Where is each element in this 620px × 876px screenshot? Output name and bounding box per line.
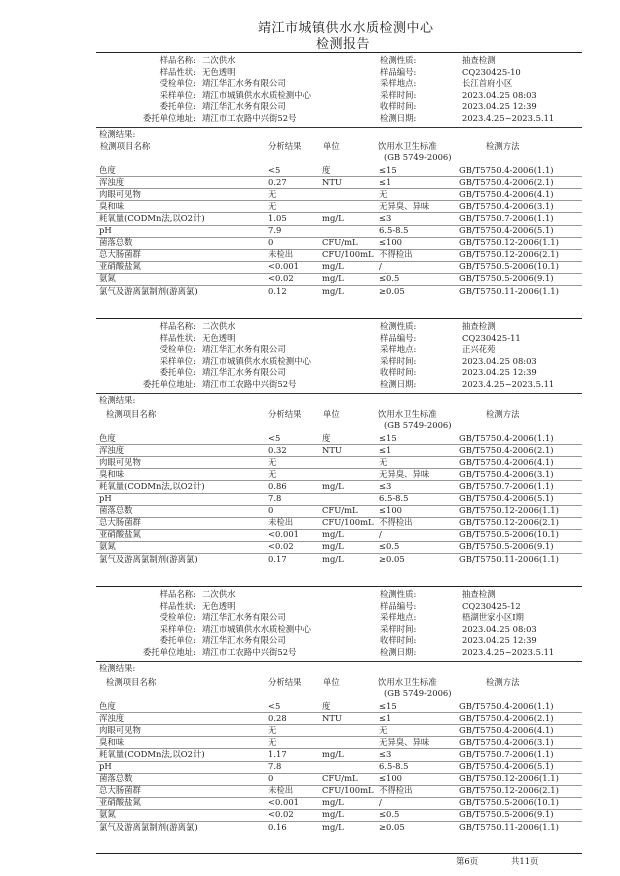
- field-value: 靖江华汇水务有限公司: [202, 344, 286, 355]
- result-item-name: 亚硝酸盐氮: [99, 797, 141, 808]
- result-unit: CFU/mL: [322, 505, 358, 516]
- result-method: GB/T5750.12-2006(1.1): [459, 505, 559, 516]
- col-header-item: 检测项目名称: [106, 409, 157, 419]
- result-item-name: 总大肠菌群: [99, 785, 141, 796]
- col-header-unit: 单位: [323, 677, 340, 687]
- page-total: 共11页: [511, 856, 539, 866]
- info-rule: [96, 127, 582, 128]
- result-item-name: pH: [99, 225, 112, 236]
- result-standard: ≤1: [379, 445, 392, 456]
- result-method: GB/T5750.4-2006(1.1): [459, 701, 554, 711]
- result-standard: ≤100: [379, 505, 403, 516]
- result-item-name: 氯气及游离氯制剂(游离氯): [99, 821, 198, 832]
- result-standard: 无异臭、异味: [379, 737, 430, 748]
- result-unit: 度: [322, 165, 331, 175]
- result-value: <0.02: [268, 541, 294, 552]
- result-unit: mg/L: [322, 809, 344, 820]
- result-item-name: 氨氮: [99, 809, 116, 820]
- result-item-name: 浑浊度: [99, 713, 125, 724]
- field-label: 收样时间:: [380, 635, 417, 646]
- field-value: 2023.04.25 12:39: [462, 367, 537, 378]
- result-standard: ≤3: [379, 749, 392, 760]
- field-label: 收样时间:: [380, 367, 417, 378]
- result-item-name: 氨氮: [99, 541, 116, 552]
- field-label: 采样地点:: [380, 612, 417, 623]
- col-header-std: 饮用水卫生标准: [378, 141, 437, 151]
- result-item-name: 亚硝酸盐氮: [99, 529, 141, 540]
- result-method: GB/T5750.4-2006(5.1): [459, 761, 554, 772]
- result-unit: mg/L: [322, 553, 344, 564]
- result-value: <5: [268, 165, 281, 175]
- field-value: 抽查检测: [462, 55, 496, 65]
- field-label: 检测日期:: [380, 379, 417, 389]
- result-item-name: 总大肠菌群: [99, 517, 141, 528]
- field-value: 抽查检测: [462, 321, 496, 331]
- section-rule: [96, 586, 582, 587]
- result-unit: mg/L: [322, 213, 344, 224]
- field-label: 收样时间:: [380, 101, 417, 112]
- result-method: GB/T5750.5-2006(9.1): [459, 809, 554, 820]
- col-header-std: 饮用水卫生标准: [378, 677, 437, 687]
- field-label: 采样时间:: [380, 355, 417, 366]
- result-value: 7.9: [268, 225, 282, 236]
- result-method: GB/T5750.4-2006(4.1): [459, 457, 554, 468]
- field-value: CQ230425-12: [462, 600, 521, 611]
- result-unit: CFU/mL: [322, 237, 358, 248]
- result-standard: ≤0.5: [379, 273, 400, 284]
- result-unit: mg/L: [322, 261, 344, 272]
- col-header-method: 检测方法: [486, 141, 520, 151]
- field-label: 委托单位地址:: [142, 379, 196, 389]
- result-value: 未检出: [268, 517, 294, 528]
- results-label: 检测结果:: [99, 129, 136, 139]
- result-standard: ≤15: [379, 701, 397, 711]
- result-standard: ≥0.05: [379, 821, 405, 832]
- field-value: 2023.4.25~2023.5.11: [462, 379, 555, 389]
- field-value: 无色透明: [202, 332, 236, 343]
- result-method: GB/T5750.4-2006(2.1): [459, 177, 554, 188]
- result-standard: /: [379, 529, 382, 540]
- result-item-name: 菌落总数: [99, 773, 133, 784]
- col-header-result: 分析结果: [268, 409, 302, 419]
- result-unit: NTU: [322, 713, 342, 724]
- field-value: 2023.04.25 08:03: [462, 623, 537, 634]
- result-value: 无: [268, 189, 277, 200]
- field-label: 采样地点:: [380, 78, 417, 89]
- result-unit: mg/L: [322, 285, 344, 296]
- result-value: 0.86: [268, 481, 287, 492]
- result-value: 未检出: [268, 249, 294, 260]
- result-method: GB/T5750.4-2006(5.1): [459, 225, 554, 236]
- field-value: 梧湖世家小区Ⅰ期: [462, 612, 524, 623]
- report-title: 检测报告: [316, 37, 371, 52]
- field-value: 靖江华汇水务有限公司: [202, 101, 286, 112]
- result-value: 0.32: [268, 445, 287, 456]
- result-method: GB/T5750.11-2006(1.1): [459, 553, 559, 564]
- result-unit: mg/L: [322, 821, 344, 832]
- result-standard: ≤100: [379, 237, 403, 248]
- result-unit: mg/L: [322, 273, 344, 284]
- result-item-name: 耗氧量(CODMn法,以O2计): [99, 481, 205, 492]
- result-standard: ≤0.5: [379, 541, 400, 552]
- field-label: 样品编号:: [380, 332, 417, 343]
- field-label: 样品性状:: [159, 332, 196, 343]
- col-header-item: 检测项目名称: [100, 141, 151, 151]
- result-standard: 6.5-8.5: [379, 761, 409, 772]
- result-value: 1.05: [268, 213, 287, 224]
- result-method: GB/T5750.12-2006(2.1): [459, 517, 559, 528]
- field-value: 靖江华汇水务有限公司: [202, 635, 286, 646]
- result-standard: 不得检出: [379, 249, 413, 260]
- result-unit: mg/L: [322, 529, 344, 540]
- result-value: <0.001: [268, 529, 299, 540]
- field-label: 检测日期:: [380, 647, 417, 657]
- field-label: 样品名称:: [159, 321, 196, 331]
- results-label: 检测结果:: [99, 395, 136, 405]
- field-value: 靖江市工农路中兴街52号: [202, 113, 297, 123]
- field-label: 样品性状:: [159, 600, 196, 611]
- field-value: 靖江华汇水务有限公司: [202, 612, 286, 623]
- result-method: GB/T5750.4-2006(1.1): [459, 433, 554, 443]
- result-item-name: 亚硝酸盐氮: [99, 261, 141, 272]
- result-standard: ≤100: [379, 773, 403, 784]
- field-label: 采样单位:: [159, 623, 196, 634]
- result-value: 无: [268, 201, 277, 212]
- result-value: 7.8: [268, 761, 282, 772]
- result-item-name: 色度: [99, 701, 116, 711]
- result-unit: mg/L: [322, 797, 344, 808]
- result-value: <0.02: [268, 273, 294, 284]
- result-standard: 无: [379, 725, 388, 736]
- field-label: 委托单位:: [159, 635, 196, 646]
- result-standard: ≥0.05: [379, 553, 405, 564]
- result-method: GB/T5750.7-2006(1.1): [459, 213, 554, 224]
- field-value: 长江首府小区: [462, 78, 513, 89]
- result-method: GB/T5750.12-2006(1.1): [459, 773, 559, 784]
- col-header-unit: 单位: [323, 141, 340, 151]
- result-method: GB/T5750.11-2006(1.1): [459, 821, 559, 832]
- result-value: <5: [268, 701, 281, 711]
- result-method: GB/T5750.5-2006(9.1): [459, 273, 554, 284]
- field-label: 委托单位:: [159, 101, 196, 112]
- field-value: CQ230425-11: [462, 332, 521, 343]
- footer-rule: [96, 853, 582, 854]
- col-header-unit: 单位: [323, 409, 340, 419]
- info-rule: [96, 661, 582, 662]
- result-unit: mg/L: [322, 481, 344, 492]
- info-rule: [96, 393, 582, 394]
- result-unit: CFU/100mL: [322, 785, 374, 796]
- result-method: GB/T5750.4-2006(5.1): [459, 493, 554, 504]
- field-label: 受检单位:: [159, 612, 196, 623]
- result-standard: 无: [379, 189, 388, 200]
- result-method: GB/T5750.4-2006(3.1): [459, 201, 554, 212]
- org-title: 靖江市城镇供水水质检测中心: [258, 21, 434, 36]
- result-value: 未检出: [268, 785, 294, 796]
- result-value: <5: [268, 433, 281, 443]
- result-method: GB/T5750.4-2006(2.1): [459, 713, 554, 724]
- result-unit: NTU: [322, 177, 342, 188]
- result-method: GB/T5750.4-2006(1.1): [459, 165, 554, 175]
- result-unit: CFU/mL: [322, 773, 358, 784]
- field-label: 采样单位:: [159, 89, 196, 100]
- result-unit: mg/L: [322, 541, 344, 552]
- result-item-name: 菌落总数: [99, 237, 133, 248]
- result-item-name: pH: [99, 761, 112, 772]
- result-method: GB/T5750.11-2006(1.1): [459, 285, 559, 296]
- result-item-name: 肉眼可见物: [99, 457, 141, 468]
- result-value: 0.12: [268, 285, 287, 296]
- result-unit: mg/L: [322, 749, 344, 760]
- result-value: 0.17: [268, 553, 287, 564]
- result-standard: ≤1: [379, 177, 392, 188]
- result-value: 0.27: [268, 177, 287, 188]
- result-method: GB/T5750.12-2006(2.1): [459, 785, 559, 796]
- field-value: 2023.4.25~2023.5.11: [462, 113, 555, 123]
- field-value: 靖江市工农路中兴街52号: [202, 379, 297, 389]
- result-value: 无: [268, 457, 277, 468]
- result-standard: ≤15: [379, 165, 397, 175]
- result-method: GB/T5750.4-2006(4.1): [459, 725, 554, 736]
- field-label: 委托单位地址:: [142, 113, 196, 123]
- result-value: 7.8: [268, 493, 282, 504]
- col-header-std-ref: (GB 5749-2006): [384, 152, 452, 162]
- page-number: 第6页: [456, 856, 479, 866]
- result-item-name: 浑浊度: [99, 177, 125, 188]
- field-value: 二次供水: [202, 321, 236, 331]
- result-method: GB/T5750.5-2006(10.1): [459, 797, 559, 808]
- result-value: 0.28: [268, 713, 287, 724]
- result-value: 无: [268, 469, 277, 480]
- result-value: 0.16: [268, 821, 287, 832]
- field-label: 检测性质:: [380, 589, 417, 599]
- result-method: GB/T5750.12-2006(1.1): [459, 237, 559, 248]
- field-value: 2023.4.25~2023.5.11: [462, 647, 555, 657]
- result-item-name: 色度: [99, 165, 116, 175]
- field-value: 无色透明: [202, 66, 236, 77]
- field-label: 受检单位:: [159, 344, 196, 355]
- result-standard: 6.5-8.5: [379, 493, 409, 504]
- result-item-name: 氨氮: [99, 273, 116, 284]
- result-item-name: 耗氧量(CODMn法,以O2计): [99, 213, 205, 224]
- result-method: GB/T5750.7-2006(1.1): [459, 749, 554, 760]
- field-value: 靖江市工农路中兴街52号: [202, 647, 297, 657]
- result-value: 0: [268, 773, 274, 784]
- field-label: 采样时间:: [380, 89, 417, 100]
- result-unit: CFU/100mL: [322, 517, 374, 528]
- result-item-name: 肉眼可见物: [99, 725, 141, 736]
- result-standard: ≤3: [379, 213, 392, 224]
- field-label: 样品性状:: [159, 66, 196, 77]
- result-standard: 不得检出: [379, 785, 413, 796]
- field-value: 2023.04.25 12:39: [462, 101, 537, 112]
- field-value: 2023.04.25 12:39: [462, 635, 537, 646]
- field-value: 抽查检测: [462, 589, 496, 599]
- result-standard: ≤3: [379, 481, 392, 492]
- result-item-name: 肉眼可见物: [99, 189, 141, 200]
- result-method: GB/T5750.5-2006(10.1): [459, 529, 559, 540]
- field-label: 采样地点:: [380, 344, 417, 355]
- col-header-result: 分析结果: [268, 141, 302, 151]
- field-label: 委托单位地址:: [142, 647, 196, 657]
- col-header-method: 检测方法: [486, 677, 520, 687]
- result-standard: 不得检出: [379, 517, 413, 528]
- result-method: GB/T5750.5-2006(9.1): [459, 541, 554, 552]
- field-value: 无色透明: [202, 600, 236, 611]
- col-header-item: 检测项目名称: [106, 677, 157, 687]
- field-value: 靖江华汇水务有限公司: [202, 78, 286, 89]
- field-value: 正兴花苑: [462, 344, 496, 355]
- result-method: GB/T5750.7-2006(1.1): [459, 481, 554, 492]
- result-method: GB/T5750.12-2006(2.1): [459, 249, 559, 260]
- field-label: 采样单位:: [159, 355, 196, 366]
- result-item-name: 耗氧量(CODMn法,以O2计): [99, 749, 205, 760]
- result-item-name: 菌落总数: [99, 505, 133, 516]
- col-header-method: 检测方法: [486, 409, 520, 419]
- field-label: 样品名称:: [159, 589, 196, 599]
- result-standard: 无: [379, 457, 388, 468]
- result-value: <0.001: [268, 797, 299, 808]
- result-item-name: 氯气及游离氯制剂(游离氯): [99, 285, 198, 296]
- field-label: 受检单位:: [159, 78, 196, 89]
- field-value: 靖江华汇水务有限公司: [202, 367, 286, 378]
- field-value: 靖江市城镇供水水质检测中心: [202, 623, 311, 634]
- field-label: 委托单位:: [159, 367, 196, 378]
- result-item-name: 臭和味: [99, 201, 125, 212]
- col-header-std-ref: (GB 5749-2006): [384, 420, 452, 430]
- result-item-name: 色度: [99, 433, 116, 443]
- result-item-name: 氯气及游离氯制剂(游离氯): [99, 553, 198, 564]
- col-header-std: 饮用水卫生标准: [378, 409, 437, 419]
- result-standard: 无异臭、异味: [379, 469, 430, 480]
- result-standard: ≤1: [379, 713, 392, 724]
- result-item-name: 总大肠菌群: [99, 249, 141, 260]
- result-item-name: 臭和味: [99, 737, 125, 748]
- result-method: GB/T5750.4-2006(4.1): [459, 189, 554, 200]
- col-header-result: 分析结果: [268, 677, 302, 687]
- result-value: 无: [268, 725, 277, 736]
- result-method: GB/T5750.5-2006(10.1): [459, 261, 559, 272]
- result-value: 无: [268, 737, 277, 748]
- result-unit: 度: [322, 433, 331, 443]
- field-value: 靖江市城镇供水水质检测中心: [202, 355, 311, 366]
- result-item-name: pH: [99, 493, 112, 504]
- field-label: 采样时间:: [380, 623, 417, 634]
- result-standard: /: [379, 797, 382, 808]
- result-standard: ≤0.5: [379, 809, 400, 820]
- field-label: 检测日期:: [380, 113, 417, 123]
- result-unit: 度: [322, 701, 331, 711]
- result-value: <0.02: [268, 809, 294, 820]
- result-standard: ≥0.05: [379, 285, 405, 296]
- section-rule: [96, 318, 582, 319]
- field-label: 样品名称:: [159, 55, 196, 65]
- result-value: <0.001: [268, 261, 299, 272]
- result-standard: 无异臭、异味: [379, 201, 430, 212]
- result-method: GB/T5750.4-2006(3.1): [459, 469, 554, 480]
- result-standard: 6.5-8.5: [379, 225, 409, 236]
- result-value: 0: [268, 505, 274, 516]
- result-unit: NTU: [322, 445, 342, 456]
- field-value: 靖江市城镇供水水质检测中心: [202, 89, 311, 100]
- result-item-name: 臭和味: [99, 469, 125, 480]
- field-value: 2023.04.25 08:03: [462, 89, 537, 100]
- col-header-std-ref: (GB 5749-2006): [384, 688, 452, 698]
- field-value: 二次供水: [202, 55, 236, 65]
- results-label: 检测结果:: [99, 663, 136, 673]
- field-label: 检测性质:: [380, 321, 417, 331]
- field-value: CQ230425-10: [462, 66, 521, 77]
- result-standard: /: [379, 261, 382, 272]
- result-method: GB/T5750.4-2006(2.1): [459, 445, 554, 456]
- field-label: 样品编号:: [380, 600, 417, 611]
- result-item-name: 浑浊度: [99, 445, 125, 456]
- section-rule: [96, 52, 582, 53]
- result-standard: ≤15: [379, 433, 397, 443]
- result-value: 1.17: [268, 749, 287, 760]
- field-value: 2023.04.25 08:03: [462, 355, 537, 366]
- field-label: 检测性质:: [380, 55, 417, 65]
- result-value: 0: [268, 237, 274, 248]
- field-label: 样品编号:: [380, 66, 417, 77]
- result-method: GB/T5750.4-2006(3.1): [459, 737, 554, 748]
- result-unit: CFU/100mL: [322, 249, 374, 260]
- field-value: 二次供水: [202, 589, 236, 599]
